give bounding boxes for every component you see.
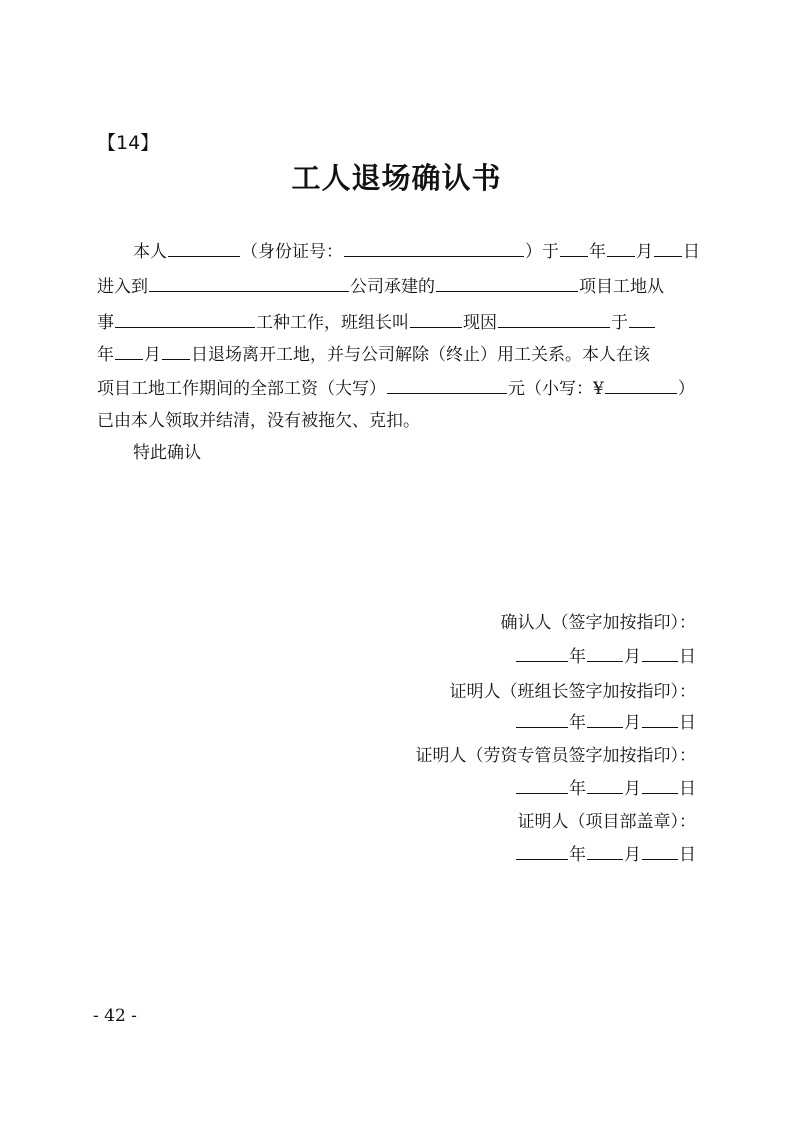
trade-blank[interactable] [115,311,255,328]
document-title: 工人退场确认书 [291,161,502,195]
day-blank[interactable] [642,711,678,728]
exit-year-blank[interactable] [629,311,655,328]
form-number-tag: 【14】 [97,132,160,154]
text-segment: 现因 [463,313,497,333]
text-segment: 于 [611,313,628,333]
year-blank[interactable] [516,777,568,794]
id-number-blank[interactable] [344,240,524,257]
text-segment: 事 [97,313,114,333]
text-segment: （身份证号： [241,242,343,262]
body-line-7: 特此确认 [133,443,201,463]
day-blank[interactable] [642,843,678,860]
date-row-team-leader [515,708,696,733]
page-number: - 42 - [93,1006,137,1026]
day-label: 日 [679,713,696,733]
witness-project-dept-label: 证明人（项目部盖章）： [517,812,696,832]
day-label: 日 [679,779,696,799]
year-label: 年 [569,845,586,865]
wage-amount-words-blank[interactable] [387,377,507,394]
entry-day-blank[interactable] [654,240,682,257]
text-segment: 月 [144,345,161,365]
body-line-3 [97,311,656,331]
day-blank[interactable] [642,777,678,794]
month-blank[interactable] [587,777,623,794]
body-line-6: 已由本人领取并结清，没有被拖欠、克扣。 [97,411,420,431]
year-blank[interactable] [516,843,568,860]
entry-year-blank[interactable] [560,240,588,257]
wage-amount-figures-blank[interactable] [605,377,677,394]
confirmer-label: 确认人（签字加按指印）： [500,613,696,633]
entry-month-blank[interactable] [607,240,635,257]
month-label: 月 [624,845,641,865]
month-blank[interactable] [587,711,623,728]
year-blank[interactable] [516,711,568,728]
month-blank[interactable] [587,843,623,860]
body-line-1 [133,240,700,260]
year-label: 年 [569,713,586,733]
witness-labor-officer-label: 证明人（劳资专管员签字加按指印）： [415,746,696,766]
body-line-2 [97,275,664,295]
exit-day-blank[interactable] [162,343,190,360]
witness-team-leader-label: 证明人（班组长签字加按指印）： [449,682,696,702]
text-segment: 进入到 [97,277,148,297]
year-blank[interactable] [516,645,568,662]
body-line-4 [97,343,650,363]
year-label: 年 [569,779,586,799]
text-segment: 公司承建的 [350,277,435,297]
date-row-confirmer [515,642,696,667]
month-blank[interactable] [587,645,623,662]
text-segment: 年 [97,345,114,365]
day-label: 日 [679,647,696,667]
body-line-5 [97,377,695,397]
month-label: 月 [624,713,641,733]
text-segment: 日 [683,242,700,262]
text-segment: 元（小写：¥ [508,379,604,399]
text-segment: 本人 [133,242,167,262]
text-segment: ） [677,379,695,399]
name-blank[interactable] [168,240,240,257]
company-blank[interactable] [149,275,349,292]
month-label: 月 [624,647,641,667]
text-segment: 项目工地从 [579,277,664,297]
year-label: 年 [569,647,586,667]
text-segment: 日退场离开工地，并与公司解除（终止）用工关系。本人在该 [191,345,650,365]
text-segment: ）于 [525,242,559,262]
text-segment: 工种工作，班组长叫 [256,313,409,333]
text-segment: 月 [636,242,653,262]
month-label: 月 [624,779,641,799]
text-segment: 项目工地工作期间的全部工资（大写） [97,379,386,399]
exit-month-blank[interactable] [115,343,143,360]
day-blank[interactable] [642,645,678,662]
reason-blank[interactable] [498,311,610,328]
team-leader-blank[interactable] [410,311,462,328]
text-segment: 年 [589,242,606,262]
day-label: 日 [679,845,696,865]
date-row-labor-officer [515,774,696,799]
project-blank[interactable] [436,275,578,292]
date-row-project-dept [515,840,696,865]
